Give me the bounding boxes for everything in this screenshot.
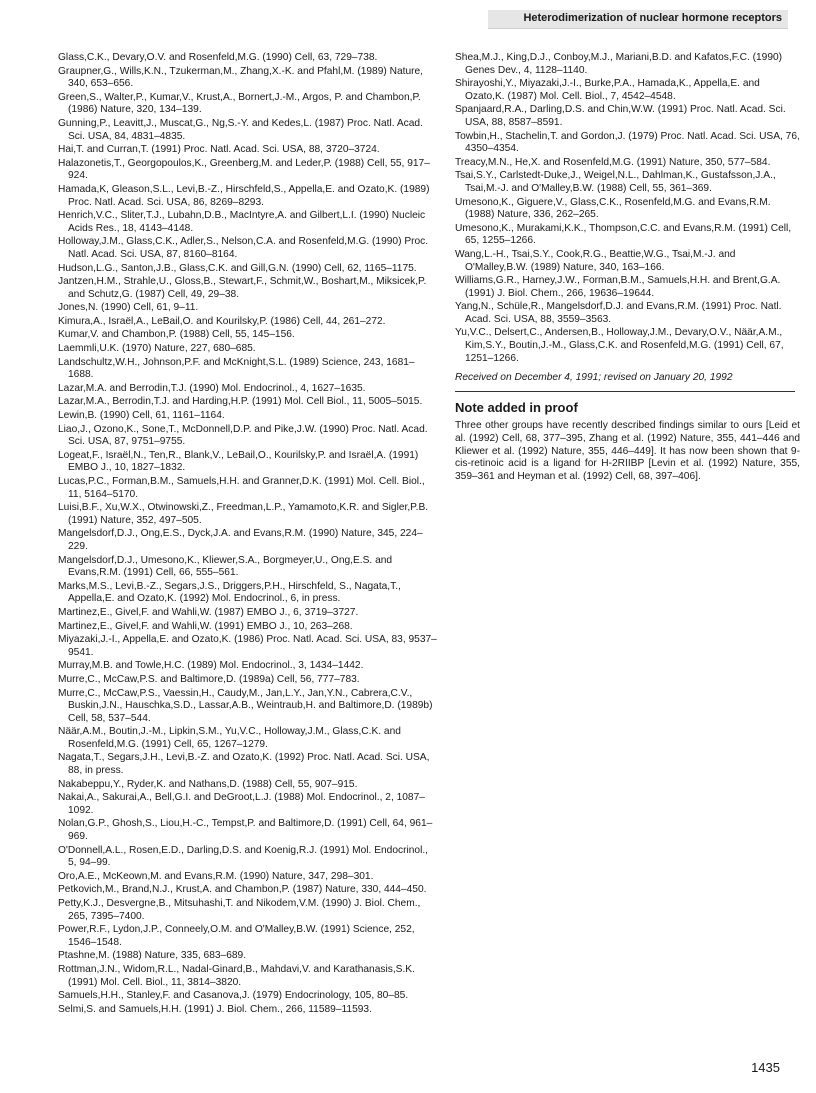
reference-entry: Yu,V.C., Delsert,C., Andersen,B., Holloway,J.M., Devary,O.V., Näär,A.M., Kim,S.Y., Boutin,J.-M., Glass,C.K. and Rosenfeld,M.G. (1991) Cell, 67, 1251–1266. [455, 327, 784, 364]
reference-entry: Gunning,P., Leavitt,J., Muscat,G., Ng,S.-Y. and Kedes,L. (1987) Proc. Natl. Acad. Sci. USA, 84, 4831–4835. [58, 117, 423, 142]
reference-entry: Nakabeppu,Y., Ryder,K. and Nathans,D. (1988) Cell, 55, 907–915. [58, 778, 358, 790]
reference-entry: Samuels,H.H., Stanley,F. and Casanova,J. (1979) Endocrinology, 105, 80–85. [58, 990, 409, 1002]
reference-entry: Nagata,T., Segars,J.H., Levi,B.-Z. and Ozato,K. (1992) Proc. Natl. Acad. Sci. USA, 88, in press. [58, 752, 430, 777]
reference-entry: Mangelsdorf,D.J., Ong,E.S., Dyck,J.A. and Evans,R.M. (1990) Nature, 345, 224–229. [58, 528, 423, 552]
reference-entry: Petkovich,M., Brand,N.J., Krust,A. and Chambon,P. (1987) Nature, 330, 444–450. [58, 884, 427, 896]
reference-entry: Kumar,V. and Chambon,P. (1988) Cell, 55, 145–156. [58, 329, 295, 341]
reference-list-left [58, 52, 438, 1016]
reference-entry: Shea,M.J., King,D.J., Conboy,M.J., Mariani,B.D. and Kafatos,F.C. (1990) Genes Dev., 4, 1128–1140. [455, 52, 783, 76]
reference-entry: Luisi,B.F., Xu,W.X., Otwinowski,Z., Freedman,L.P., Yamamoto,K.R. and Sigler,P.B. (1991) Nature, 352, 497–505. [58, 502, 429, 526]
reference-entry: Shirayoshi,Y., Miyazaki,J.-I., Burke,P.A., Hamada,K., Appella,E. and Ozato,K. (1987) Mol. Cell. Biol., 7, 4542–4548. [455, 78, 760, 102]
reference-entry: Hudson,L.G., Santon,J.B., Glass,C.K. and Gill,G.N. (1990) Cell, 62, 1165–1175. [58, 262, 417, 274]
reference-entry: Landschultz,W.H., Johnson,P.F. and McKnight,S.L. (1989) Science, 243, 1681–1688. [58, 356, 415, 381]
reference-entry: Jantzen,H.M., Strahle,U., Gloss,B., Stewart,F., Schmit,W., Boshart,M., Miksicek,P. and Schutz,G. (1987) Cell, 49, 29–38. [58, 276, 427, 300]
reference-entry: Treacy,M.N., He,X. and Rosenfeld,M.G. (1991) Nature, 350, 577–584. [455, 156, 771, 168]
reference-entry: Logeat,F., Israël,N., Ten,R., Blank,V., LeBail,O., Kourilsky,P. and Israël,A. (1991) EMBO J., 10, 1827–1832. [58, 449, 419, 474]
reference-entry: Murray,M.B. and Towle,H.C. (1989) Mol. Endocrinol., 3, 1434–1442. [58, 660, 364, 672]
reference-entry: Henrich,V.C., Sliter,T.J., Lubahn,D.B., MacIntyre,A. and Gilbert,L.I. (1990) Nucleic Acids Res., 18, 4143–4148. [58, 210, 426, 234]
note-heading: Note added in proof [455, 399, 578, 415]
reference-entry: O'Donnell,A.L., Rosen,E.D., Darling,D.S. and Koenig,R.J. (1991) Mol. Endocrinol., 5, 94–99. [58, 844, 429, 869]
reference-entry: Yang,N., Schüle,R., Mangelsdorf,D.J. and Evans,R.M. (1991) Proc. Natl. Acad. Sci. USA, 88, 3559–3563. [455, 301, 782, 325]
reference-entry: Selmi,S. and Samuels,H.H. (1991) J. Biol. Chem., 266, 11589–11593. [58, 1003, 372, 1015]
reference-entry: Kimura,A., Israël,A., LeBail,O. and Kourilsky,P. (1986) Cell, 44, 261–272. [58, 315, 386, 327]
reference-entry: Laemmli,U.K. (1970) Nature, 227, 680–685. [58, 343, 256, 355]
reference-entry: Oro,A.E., McKeown,M. and Evans,R.M. (1990) Nature, 347, 298–301. [58, 870, 374, 882]
reference-entry: Towbin,H., Stachelin,T. and Gordon,J. (1979) Proc. Natl. Acad. Sci. USA, 76, 4350–4354. [455, 130, 800, 155]
reference-entry: Jones,N. (1990) Cell, 61, 9–11. [58, 302, 199, 314]
references-left-column [58, 52, 438, 1017]
page-number: 1435 [751, 1060, 780, 1075]
reference-entry: Glass,C.K., Devary,O.V. and Rosenfeld,M.G. (1990) Cell, 63, 729–738. [58, 52, 378, 63]
reference-entry: Miyazaki,J.-I., Appella,E. and Ozato,K. (1986) Proc. Natl. Acad. Sci. USA, 83, 9537–9541. [58, 634, 437, 658]
reference-entry: Holloway,J.M., Glass,C.K., Adler,S., Nelson,C.A. and Rosenfeld,M.G. (1990) Proc. Natl. Acad. Sci. USA, 87, 8160–8164. [58, 236, 429, 260]
reference-entry: Power,R.F., Lydon,J.P., Conneely,O.M. and O'Malley,B.W. (1991) Science, 252, 1546–1548. [58, 924, 415, 948]
reference-entry: Liao,J., Ozono,K., Sone,T., McDonnell,D.P. and Pike,J.W. (1990) Proc. Natl. Acad. Sci. USA, 87, 9751–9755. [58, 423, 428, 448]
reference-entry: Ptashne,M. (1988) Nature, 335, 683–689. [58, 950, 247, 962]
reference-entry: Spanjaard,R.A., Darling,D.S. and Chin,W.W. (1991) Proc. Natl. Acad. Sci. USA, 88, 8587–8591. [455, 104, 786, 128]
reference-entry: Murre,C., McCaw,P.S., Vaessin,H., Caudy,M., Jan,L.Y., Jan,Y.N., Cabrera,C.V., Buskin,J.N., Hauschka,S.D., Lassar,A.B., Weintraub,H. and Baltimore,D. (1989b) Cell, 58, 537–544. [58, 687, 433, 724]
reference-entry: Hai,T. and Curran,T. (1991) Proc. Natl. Acad. Sci. USA, 88, 3720–3724. [58, 144, 380, 156]
reference-entry: Halazonetis,T., Georgopoulos,K., Greenberg,M. and Leder,P. (1988) Cell, 55, 917–924. [58, 157, 430, 182]
reference-entry: Lucas,P.C., Forman,B.M., Samuels,H.H. and Granner,D.K. (1991) Mol. Cell. Biol., 11, 5164–5170. [58, 476, 425, 500]
received-dates: Received on December 4, 1991; revised on January 20, 1992 [455, 372, 733, 384]
reference-entry: Green,S., Walter,P., Kumar,V., Krust,A., Bornert,J.-M., Argos, P. and Chambon,P. (1986) Nature, 320, 134–139. [58, 91, 421, 116]
note-text: Three other groups have recently described findings similar to ours [Leid et al. (1992) Cell, 68, 377–395, Zhang et al. (1992) Nature, 355, 441–446 and Kliewer et al. (1992) Nature, 355, 446–449]. It has now been shown that 9-cis-retinoic acid is a ligand for H-2RIIBP [Levin et al. (1992) Nature, 355, 359–361 and Heyman et al. (1992) Cell, 68, 397–406]. [455, 420, 800, 482]
reference-list-right [455, 52, 800, 365]
reference-entry: Graupner,G., Wills,K.N., Tzukerman,M., Zhang,X.-K. and Pfahl,M. (1989) Nature, 340, 653–656. [58, 65, 424, 90]
reference-entry: Williams,G.R., Harney,J.W., Forman,B.M., Samuels,H.H. and Brent,G.A. (1991) J. Biol. Chem., 266, 19636–19644. [455, 275, 781, 299]
reference-entry: Lazar,M.A., Berrodin,T.J. and Harding,H.P. (1991) Mol. Cell Biol., 11, 5005–5015. [58, 396, 423, 408]
running-header [488, 10, 788, 29]
reference-entry: Näär,A.M., Boutin,J.-M., Lipkin,S.M., Yu,V.C., Holloway,J.M., Glass,C.K. and Rosenfeld,M.G. (1991) Cell, 65, 1267–1279. [58, 726, 401, 750]
running-title: Heterodimerization of nuclear hormone receptors [523, 12, 782, 24]
references-right-column [455, 52, 800, 483]
reference-entry: Nolan,G.P., Ghosh,S., Liou,H.-C., Tempst,P. and Baltimore,D. (1991) Cell, 64, 961–969. [58, 818, 433, 843]
section-divider [455, 391, 795, 392]
reference-entry: Martinez,E., Givel,F. and Wahli,W. (1991) EMBO J., 10, 263–268. [58, 620, 353, 632]
reference-entry: Lazar,M.A. and Berrodin,T.J. (1990) Mol. Endocrinol., 4, 1627–1635. [58, 382, 366, 394]
reference-entry: Lewin,B. (1990) Cell, 61, 1161–1164. [58, 410, 225, 422]
reference-entry: Petty,K.J., Desvergne,B., Mitsuhashi,T. and Nikodem,V.M. (1990) J. Biol. Chem., 265, 7395–7400. [58, 898, 421, 922]
reference-entry: Hamada,K, Gleason,S.L., Levi,B.-Z., Hirschfeld,S., Appella,E. and Ozato,K. (1989) Proc. Natl. Acad. Sci. USA, 86, 8269–8293. [58, 183, 430, 208]
reference-entry: Wang,L.-H., Tsai,S.Y., Cook,R.G., Beattie,W.G., Tsai,M.-J. and O'Malley,B.W. (1989) Nature, 340, 163–166. [455, 248, 736, 273]
reference-entry: Tsai,S.Y., Carlstedt-Duke,J., Weigel,N.L., Dahlman,K., Gustafsson,J.A., Tsai,M.-J. and O'Malley,B.W. (1988) Cell, 55, 361–369. [455, 170, 776, 194]
reference-entry: Mangelsdorf,D.J., Umesono,K., Kliewer,S.A., Borgmeyer,U., Ong,E.S. and Evans,R.M. (1991) Cell, 66, 555–561. [58, 554, 393, 579]
reference-entry: Marks,M.S., Levi,B.-Z., Segars,J.S., Driggers,P.H., Hirschfeld, S., Nagata,T., Appella,E. and Ozato,K. (1992) Mol. Endocrinol., 6, in press. [58, 580, 401, 605]
reference-entry: Rottman,J.N., Widom,R.L., Nadal-Ginard,B., Mahdavi,V. and Karathanasis,S.K. (1991) Mol. Cell. Biol., 11, 3814–3820. [58, 963, 415, 988]
reference-entry: Nakai,A., Sakurai,A., Bell,G.I. and DeGroot,L.J. (1988) Mol. Endocrinol., 2, 1087–1092. [58, 792, 425, 816]
reference-entry: Martinez,E., Givel,F. and Wahli,W. (1987) EMBO J., 6, 3719–3727. [58, 606, 359, 618]
reference-entry: Umesono,K., Murakami,K.K., Thompson,C.C. and Evans,R.M. (1991) Cell, 65, 1255–1266. [455, 222, 792, 247]
reference-entry: Umesono,K., Giguere,V., Glass,C.K., Rosenfeld,M.G. and Evans,R.M. (1988) Nature, 336, 262–265. [455, 196, 771, 221]
reference-entry: Murre,C., McCaw,P.S. and Baltimore,D. (1989a) Cell, 56, 777–783. [58, 673, 360, 685]
